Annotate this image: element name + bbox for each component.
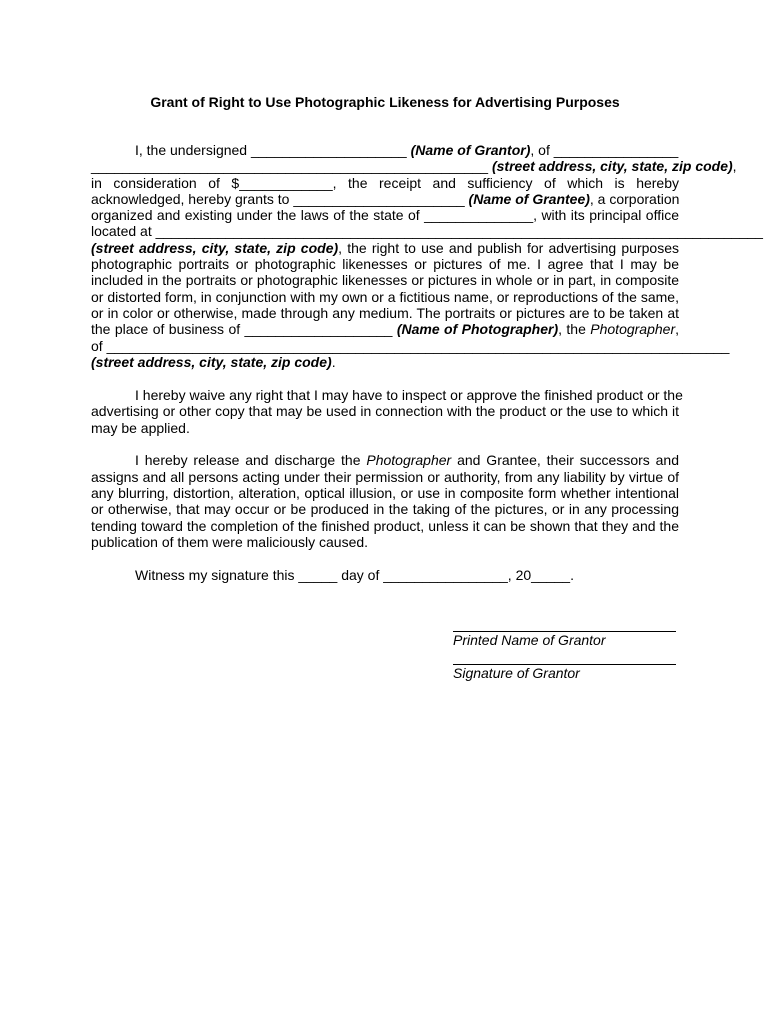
- document-title: Grant of Right to Use Photographic Likeness for Advertising Purposes: [150, 94, 620, 110]
- para2-line-3: may be applied.: [91, 420, 190, 436]
- release-text: I hereby release and discharge the: [135, 452, 367, 468]
- corporation-text: , a corporation: [589, 191, 680, 207]
- grantee-address-blank: ______________________________________________________________________________: [155, 223, 763, 239]
- para1-line-5: organized and existing under the laws of the state of ______________, with its principal office: [91, 207, 679, 223]
- para1-line-12: [91, 321, 679, 338]
- grantor-address-label: (street address, city, state, zip code): [491, 158, 733, 174]
- photographer-term: Photographer: [590, 321, 676, 337]
- grantee-name-label: (Name of Grantee): [468, 191, 590, 207]
- grantee-address-label: (street address, city, state, zip code): [91, 240, 339, 256]
- the-text: , the: [558, 321, 591, 337]
- para3-line-1: [91, 452, 679, 469]
- grantor-blank-text: I, the undersigned ____________________: [135, 142, 411, 158]
- grantee-successors-text: and Grantee, their successors and: [451, 452, 679, 468]
- para3-line-4: or otherwise, that may occur or be produced in the taking of the pictures, or in any processing: [91, 501, 679, 517]
- para3-line-5: tending toward the completion of the finished product, unless it can be shown that they and the: [91, 518, 679, 534]
- photographer-address-blank: ________________________________________________________________________________: [106, 338, 730, 354]
- para1-line-11: or in color or otherwise, made through any medium. The portraits or pictures are to be taken at: [91, 305, 679, 321]
- printed-name-label: Printed Name of Grantor: [453, 632, 606, 648]
- signature-label: Signature of Grantor: [453, 665, 580, 681]
- para1-line-4: [91, 191, 679, 208]
- grantor-of-blank: , of ________________: [530, 142, 679, 158]
- para1-line-1: [91, 142, 679, 159]
- para1-line-2: [91, 158, 737, 175]
- photographer-blank-text: the place of business of ___________________: [91, 321, 397, 337]
- right-to-use-text: , the right to use and publish for advertising purposes: [338, 240, 679, 256]
- para2-line-1: I hereby waive any right that I may have to inspect or approve the finished product or the: [135, 387, 683, 403]
- para3-line-6: publication of them were maliciously caused.: [91, 534, 369, 550]
- comma: ,: [675, 321, 679, 337]
- para3-line-2: assigns and all persons acting under their permission or authority, from any liability by virtue of: [91, 469, 679, 485]
- para1-line-6: [91, 223, 763, 240]
- of-text: of: [91, 338, 107, 354]
- grantor-name-label: (Name of Grantor): [410, 142, 531, 158]
- witness-line: Witness my signature this _____ day of ________________, 20_____.: [135, 567, 574, 583]
- period: .: [331, 354, 336, 370]
- para1-line-13: [91, 338, 730, 355]
- para1-line-14: [91, 354, 679, 371]
- grantor-address-blank: ___________________________________________________: [91, 158, 492, 174]
- grantee-blank-text: acknowledged, hereby grants to ______________________: [91, 191, 469, 207]
- para2-line-2: advertising or other copy that may be used in connection with the product or the use to which it: [91, 403, 679, 419]
- photographer-address-label: (street address, city, state, zip code): [91, 354, 332, 370]
- para1-line-3: in consideration of $____________, the receipt and sufficiency of which is hereby: [91, 175, 679, 191]
- located-at-text: located at: [91, 223, 156, 239]
- photographer-term: Photographer: [366, 452, 452, 468]
- para3-line-3: any blurring, distortion, alteration, optical illusion, or use in composite form whether intentional: [91, 485, 679, 501]
- photographer-name-label: (Name of Photographer): [396, 321, 559, 337]
- para1-line-10: or distorted form, in conjunction with my own or a fictitious name, or reproductions of the same,: [91, 289, 679, 305]
- comma: ,: [732, 158, 737, 174]
- para1-line-7: [91, 240, 679, 257]
- para1-line-9: included in the portraits or photographic likenesses or pictures in whole or in part, in composite: [91, 272, 679, 288]
- para1-line-8: photographic portraits or photographic likenesses or pictures of me. I agree that I may be: [91, 256, 679, 272]
